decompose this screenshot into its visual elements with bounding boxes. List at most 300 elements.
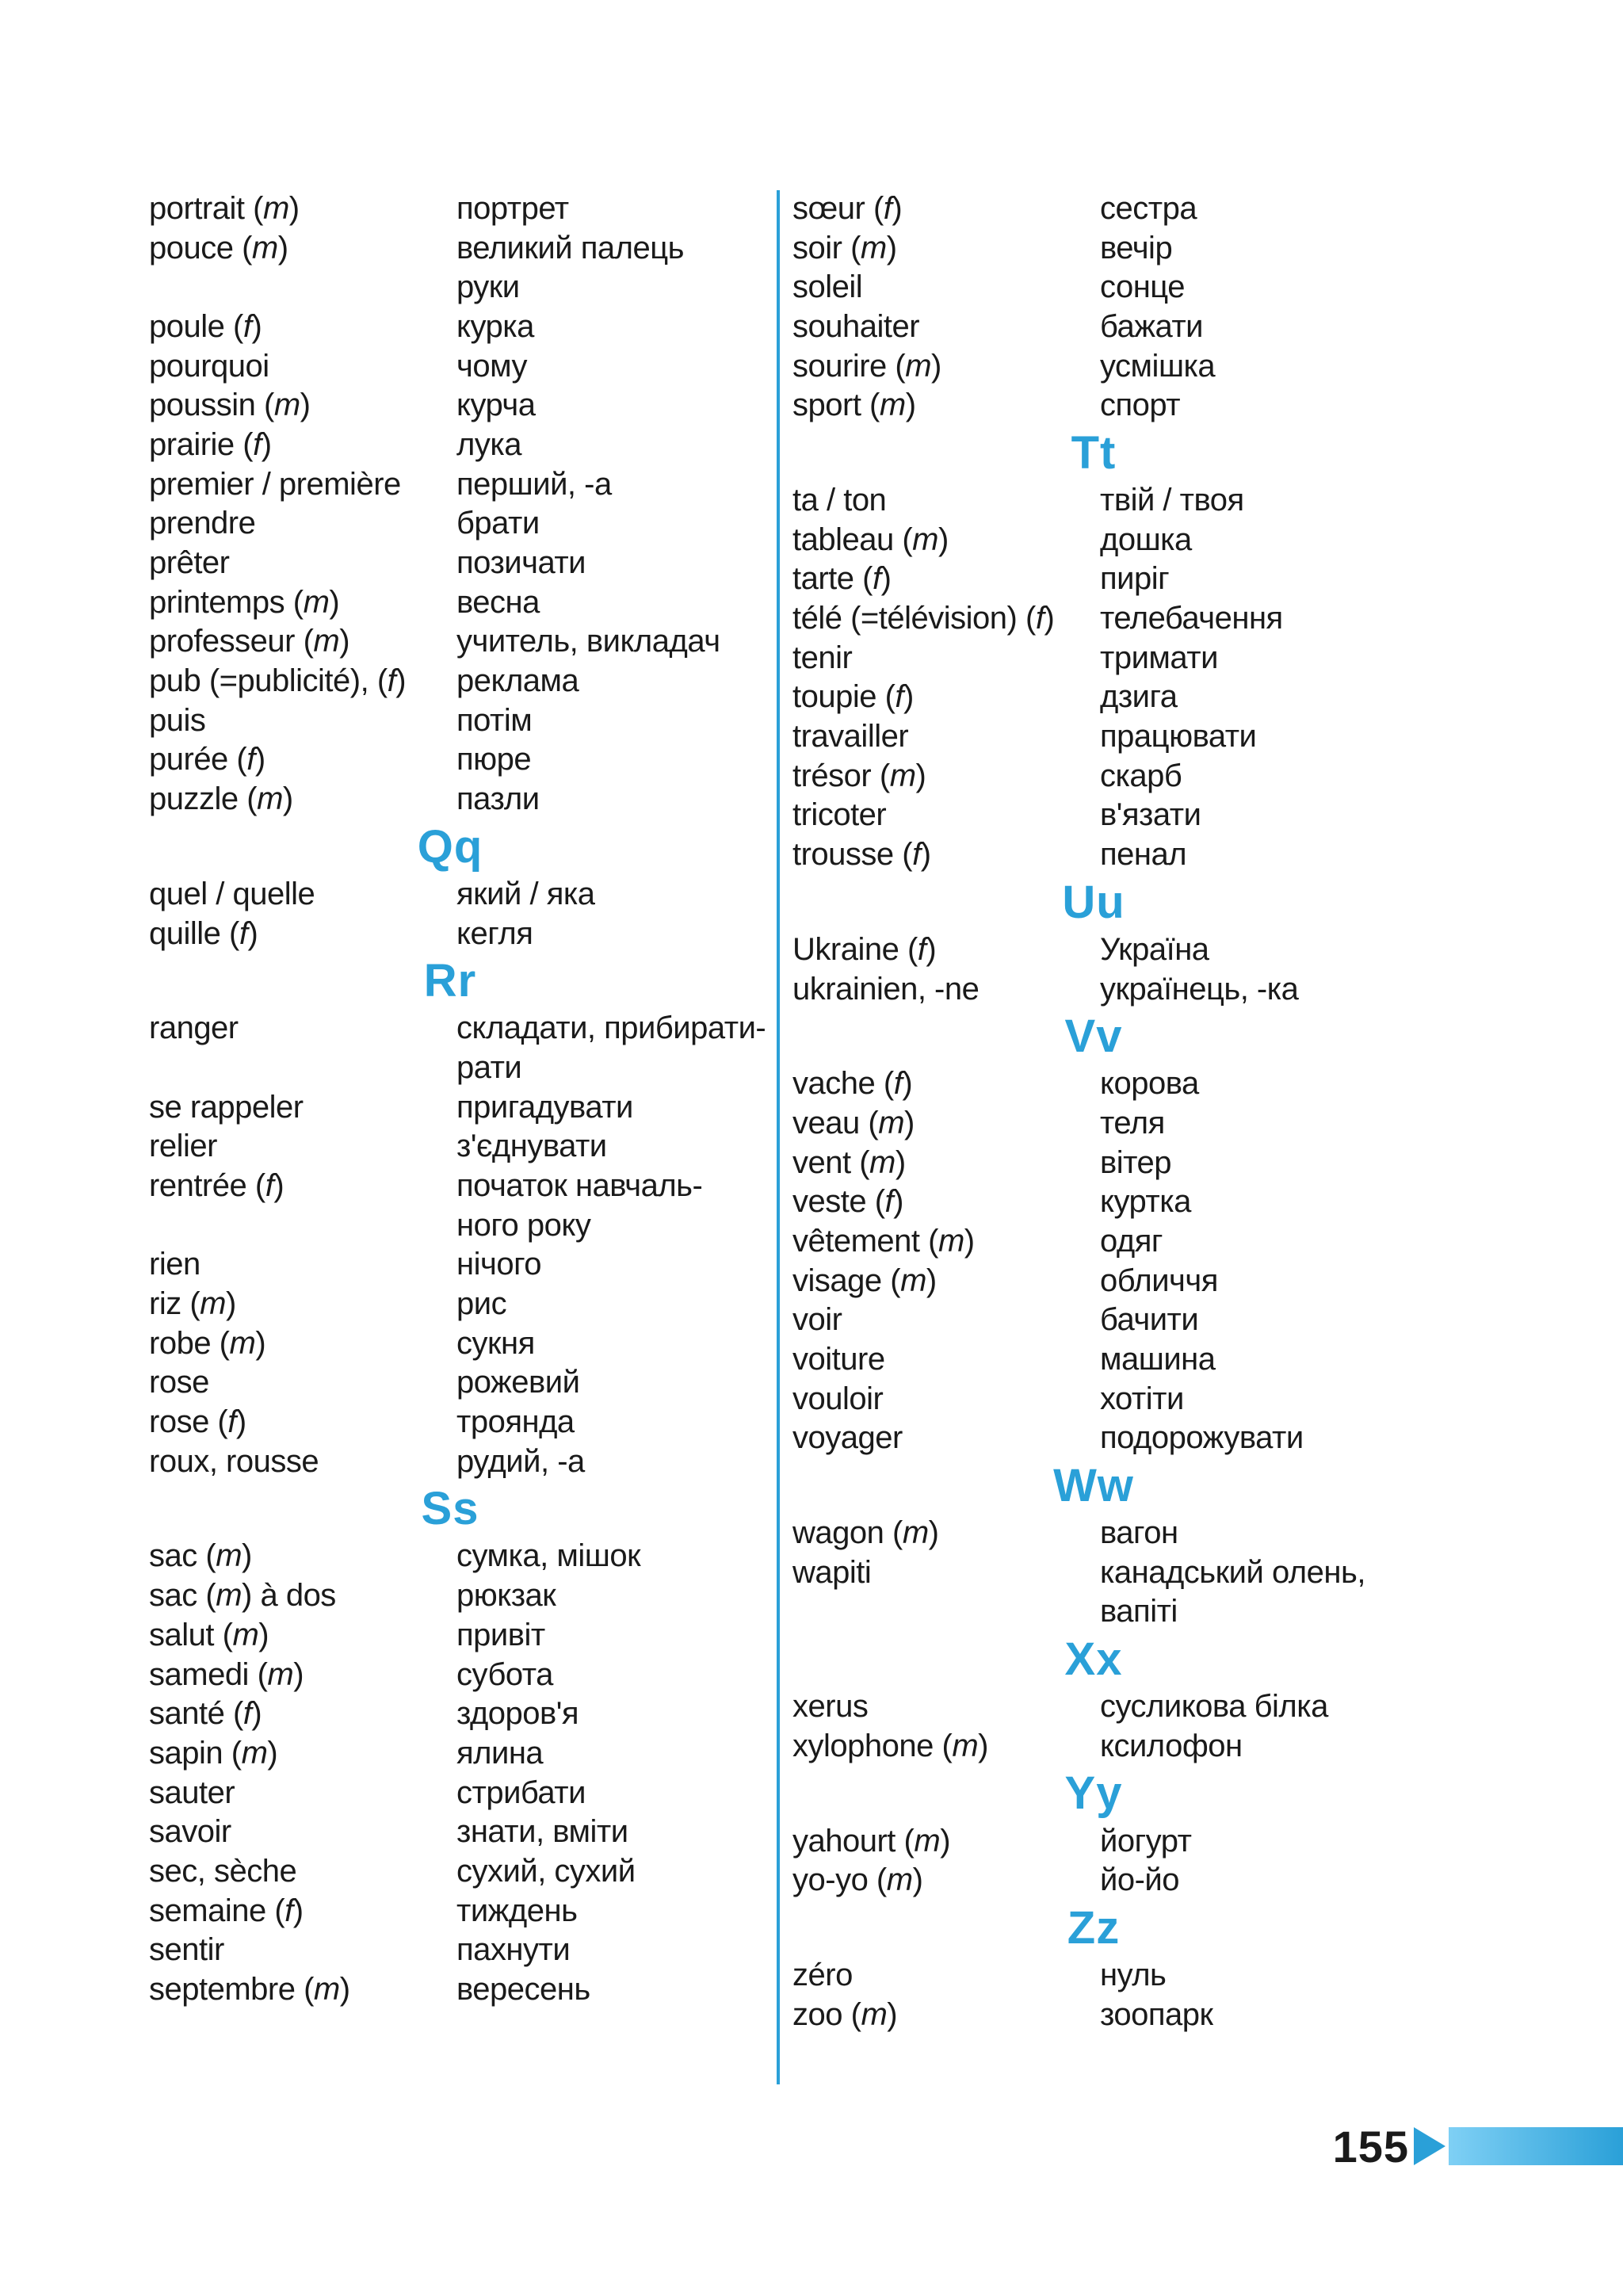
ukrainian-translation: знати, вміти [456, 1814, 628, 1850]
gender-marker: m [313, 624, 340, 659]
ukrainian-translation: вагон [1100, 1515, 1178, 1551]
french-word [149, 1855, 456, 1887]
french-word: toupie (f) [792, 679, 914, 715]
french-word: sœur (f) [792, 190, 903, 226]
dictionary-entry [149, 1363, 767, 1403]
french-word-text: poussin [149, 388, 256, 423]
french-word: semaine (f) [149, 1893, 304, 1928]
french-word: soir (m) [792, 230, 897, 266]
french-word: rose (f) [149, 1404, 246, 1440]
ukrainian-translation: пюре [456, 742, 532, 777]
left-column [149, 189, 767, 2009]
dictionary-entry [792, 1995, 1411, 2034]
french-word-text: savoir [149, 1814, 231, 1850]
french-word: veste (f) [792, 1184, 903, 1220]
dictionary-entry [149, 1402, 767, 1442]
french-word: tableau (m) [792, 521, 949, 557]
french-word: wagon (m) [792, 1515, 939, 1551]
french-word-text: portrait [149, 190, 245, 226]
dictionary-entry [792, 1143, 1411, 1182]
ukrainian-translation: складати, прибирати- [456, 1010, 766, 1046]
french-word-text: soleil [792, 269, 863, 305]
french-word: prairie (f) [149, 426, 272, 462]
ukrainian-translation: який / яка [456, 876, 595, 911]
ukrainian-translation: тримати [1100, 640, 1218, 675]
french-word: vêtement (m) [792, 1223, 975, 1259]
ukrainian-translation: йо-йо [1100, 1862, 1179, 1898]
french-word: professeur (m) [149, 624, 350, 659]
french-word: yahourt (m) [792, 1823, 951, 1859]
gender-marker: f [285, 1893, 293, 1928]
dictionary-entry [792, 1955, 1411, 1995]
section-letter: Tt [1071, 426, 1117, 479]
french-word: samedi (m) [149, 1656, 304, 1692]
french-word-text: vent [792, 1144, 851, 1180]
ukrainian-translation: пенал [1100, 837, 1187, 873]
ukrainian-translation: хотіти [1100, 1381, 1184, 1416]
ukrainian-translation: брати [456, 506, 540, 541]
gender-marker: f [884, 1184, 894, 1220]
french-word-text: trousse [792, 837, 894, 873]
page-number-block [1332, 2121, 1623, 2172]
french-word-text: souhaiter [792, 308, 920, 344]
french-word: robe (m) [149, 1325, 266, 1361]
french-word-text: roux, rousse [149, 1443, 319, 1479]
dictionary-entry [792, 1182, 1411, 1221]
dictionary-entry [792, 1513, 1411, 1553]
ukrainian-translation: рис [456, 1286, 507, 1322]
french-word-text: pouce [149, 230, 234, 266]
dictionary-entry [792, 1339, 1411, 1379]
ukrainian-translation: ного року [456, 1207, 591, 1243]
ukrainian-translation: троянда [456, 1404, 575, 1440]
french-word [149, 1012, 456, 1044]
french-word-text: voiture [792, 1342, 885, 1377]
french-word-text: sentir [149, 1932, 224, 1968]
french-word-text: yahourt [792, 1823, 896, 1859]
ukrainian-translation: вапіті [1100, 1594, 1178, 1629]
dictionary-entry [792, 1419, 1411, 1458]
french-word [149, 1248, 456, 1280]
gender-marker: m [267, 1656, 294, 1692]
ukrainian-translation: весна [456, 584, 540, 620]
gender-marker: m [273, 388, 300, 423]
column-divider [777, 190, 780, 2084]
gender-marker: f [265, 1167, 274, 1203]
gender-marker: m [952, 1728, 979, 1763]
french-word: trousse (f) [792, 837, 931, 873]
gender-marker: m [900, 1263, 926, 1298]
french-word-text: xerus [792, 1689, 869, 1725]
gender-marker: m [241, 1735, 268, 1771]
dictionary-entry [792, 716, 1411, 756]
dictionary-entry [149, 1205, 767, 1245]
ukrainian-translation: рудий, -а [456, 1443, 585, 1479]
french-word: printemps (m) [149, 584, 340, 620]
gender-marker: f [883, 190, 892, 226]
ukrainian-translation: телебачення [1100, 601, 1283, 636]
dictionary-entry [149, 740, 767, 780]
ukrainian-translation: позичати [456, 545, 586, 581]
french-word-text: santé [149, 1696, 225, 1732]
ukrainian-translation: кегля [456, 915, 533, 951]
gender-marker: m [879, 388, 906, 423]
page-number: 155 [1332, 2121, 1409, 2172]
ukrainian-translation: пригадувати [456, 1089, 633, 1125]
french-word-text: pub (=publicité), [149, 663, 369, 699]
dictionary-entry [149, 1851, 767, 1891]
french-word-text: veau [792, 1105, 860, 1140]
dictionary-entry [792, 189, 1411, 228]
french-word-text: sourire [792, 348, 887, 384]
french-word: santé (f) [149, 1696, 262, 1732]
dictionary-entry [792, 930, 1411, 969]
page-tab-bar [1449, 2127, 1623, 2165]
french-word: télé (=télévision) (f) [792, 601, 1055, 636]
ukrainian-translation: перший, -а [456, 466, 612, 502]
section-letter: Vv [1064, 1010, 1123, 1062]
ukrainian-translation: дошка [1100, 521, 1192, 557]
french-word-text: rien [149, 1247, 200, 1282]
french-word-text: xylophone [792, 1728, 934, 1763]
french-word: pub (=publicité), (f) [149, 663, 407, 699]
french-word: sac (m) [149, 1538, 252, 1574]
french-word: sport (m) [792, 388, 916, 423]
french-word-text: sport [792, 388, 861, 423]
dictionary-entry [792, 678, 1411, 717]
dictionary-entry [149, 1733, 767, 1773]
french-word [149, 1130, 456, 1162]
ukrainian-translation: рюкзак [456, 1578, 556, 1614]
ukrainian-translation: вересень [456, 1972, 590, 2008]
right-column [792, 189, 1411, 2034]
french-word-text: prendre [149, 506, 256, 541]
dictionary-entry [149, 543, 767, 583]
dictionary-entry [149, 1284, 767, 1324]
dictionary-entry [792, 520, 1411, 560]
french-word-text: zoo [792, 1996, 842, 2032]
french-word [792, 484, 1100, 516]
gender-marker: f [387, 663, 396, 699]
french-word: zoo (m) [792, 1996, 898, 2032]
dictionary-entry [792, 638, 1411, 678]
dictionary-entry [149, 1048, 767, 1087]
dictionary-entry [149, 307, 767, 346]
ukrainian-translation: великий палець [456, 230, 684, 266]
french-word-text: trésor [792, 758, 872, 793]
french-word-text: tenir [792, 640, 853, 675]
ukrainian-translation: спорт [1100, 388, 1181, 423]
ukrainian-translation: вітер [1100, 1144, 1171, 1180]
french-word-text: sauter [149, 1775, 235, 1810]
french-word-text: riz [149, 1286, 181, 1322]
french-word [149, 468, 456, 500]
french-word [792, 271, 1100, 303]
french-word: rentrée (f) [149, 1167, 285, 1203]
ukrainian-translation: стрибати [456, 1775, 586, 1810]
french-word [792, 1422, 1100, 1454]
section-letter: Yy [1064, 1767, 1123, 1820]
french-word-text: tableau [792, 521, 894, 557]
dictionary-entry [792, 480, 1411, 520]
ukrainian-translation: Україна [1100, 931, 1209, 967]
french-word-text: tarte [792, 561, 854, 597]
dictionary-entry [149, 1812, 767, 1851]
french-word [149, 702, 456, 738]
section-letter: Ww [1053, 1459, 1134, 1511]
ukrainian-translation: субота [456, 1656, 553, 1692]
dictionary-entry [149, 189, 767, 228]
french-word-text: rentrée [149, 1167, 247, 1203]
dictionary-entry [149, 504, 767, 544]
gender-marker: f [253, 426, 262, 462]
french-word-text: toupie [792, 679, 876, 715]
french-word-text: printemps [149, 584, 285, 620]
dictionary-entry [149, 1615, 767, 1655]
french-word: poussin (m) [149, 388, 311, 423]
french-word-text: poule [149, 308, 225, 344]
ukrainian-translation: машина [1100, 1342, 1216, 1377]
ukrainian-translation: рожевий [456, 1365, 580, 1400]
french-word: tarte (f) [792, 561, 892, 597]
dictionary-entry [149, 267, 767, 307]
french-word [792, 799, 1100, 831]
french-word-text: salut [149, 1617, 214, 1652]
ukrainian-translation: усмішка [1100, 348, 1216, 384]
gender-marker: m [878, 1105, 905, 1140]
french-word [792, 1959, 1100, 1991]
ukrainian-translation: учитель, викладач [456, 624, 720, 659]
french-word [792, 642, 1100, 674]
dictionary-entry [149, 1442, 767, 1481]
dictionary-entry [149, 779, 767, 819]
french-word: riz (m) [149, 1286, 236, 1322]
ukrainian-translation: пахнути [456, 1932, 571, 1968]
ukrainian-translation: твій / твоя [1100, 482, 1244, 518]
dictionary-entry [149, 1655, 767, 1694]
french-word-text: robe [149, 1325, 212, 1361]
french-word-text: puis [149, 702, 206, 738]
french-word-text: ranger [149, 1010, 239, 1046]
dictionary-entry [792, 1726, 1411, 1766]
french-word-text: sœur [792, 190, 865, 226]
dictionary-entry [792, 1221, 1411, 1261]
ukrainian-translation: скарб [1100, 758, 1182, 793]
ukrainian-translation: сумка, мішок [456, 1538, 641, 1574]
gender-marker: f [227, 1404, 236, 1440]
ukrainian-translation: пазли [456, 781, 540, 817]
french-word [792, 1383, 1100, 1415]
french-word: pouce (m) [149, 230, 288, 266]
gender-marker: f [917, 931, 926, 967]
ukrainian-translation: дзига [1100, 679, 1178, 715]
gender-marker: f [912, 837, 921, 873]
ukrainian-translation: здоров'я [456, 1696, 579, 1732]
section-letter: Qq [417, 820, 483, 873]
ukrainian-translation: початок навчаль- [456, 1167, 703, 1203]
french-word [792, 719, 1100, 755]
french-word-text: zéro [792, 1957, 853, 1992]
french-word [149, 547, 456, 579]
dictionary-entry [149, 1891, 767, 1931]
french-word-text: wapiti [792, 1554, 872, 1590]
french-word-text: septembre [149, 1972, 296, 2008]
dictionary-entry [149, 1773, 767, 1813]
ukrainian-translation: ксилофон [1100, 1728, 1243, 1763]
ukrainian-translation: портрет [456, 190, 569, 226]
french-word [149, 1366, 456, 1398]
dictionary-entry [792, 1301, 1411, 1340]
french-word: vache (f) [792, 1066, 913, 1102]
ukrainian-translation: подорожувати [1100, 1420, 1304, 1456]
dictionary-entry [149, 622, 767, 662]
french-word-text: ta / ton [792, 482, 887, 518]
ukrainian-translation: бачити [1100, 1302, 1199, 1338]
french-word-text: Ukraine [792, 931, 899, 967]
dictionary-entry [149, 1126, 767, 1166]
gender-marker: f [242, 1696, 252, 1732]
french-word [149, 507, 456, 539]
french-word [792, 1689, 1100, 1725]
dictionary-entry [792, 1592, 1411, 1632]
gender-marker: m [869, 1144, 896, 1180]
ukrainian-translation: чому [456, 348, 528, 384]
ukrainian-translation: сестра [1100, 190, 1197, 226]
ukrainian-translation: сусликова білка [1100, 1689, 1328, 1725]
ukrainian-translation: сухий, сухий [456, 1853, 636, 1889]
ukrainian-translation: лука [456, 426, 521, 462]
gender-marker: f [246, 742, 255, 777]
french-word-text: semaine [149, 1893, 266, 1928]
gender-marker: f [242, 308, 252, 344]
french-word: sourire (m) [792, 348, 941, 384]
french-word [149, 1777, 456, 1809]
gender-marker: m [216, 1538, 242, 1574]
dictionary-entry [149, 583, 767, 622]
ukrainian-translation: українець, -ка [1100, 971, 1299, 1007]
dictionary-entry [792, 1687, 1411, 1726]
section-letter: Zz [1067, 1901, 1121, 1954]
french-word-text: premier / première [149, 466, 401, 502]
french-word: puzzle (m) [149, 781, 293, 817]
french-word-text: purée [149, 742, 228, 777]
ukrainian-translation: в'язати [1100, 797, 1201, 833]
dictionary-entry [792, 267, 1411, 307]
gender-marker: m [886, 1862, 913, 1898]
arrow-right-icon [1414, 2127, 1445, 2165]
ukrainian-translation: реклама [456, 663, 579, 699]
dictionary-entry [149, 1008, 767, 1048]
dictionary-entry [149, 385, 767, 425]
gender-marker: m [860, 230, 887, 266]
dictionary-entry [149, 914, 767, 953]
dictionary-entry [149, 1694, 767, 1733]
french-word: quille (f) [149, 915, 258, 951]
french-word: purée (f) [149, 742, 265, 777]
gender-marker: m [912, 521, 938, 557]
french-word: yo-yo (m) [792, 1862, 923, 1898]
ukrainian-translation: нічого [456, 1247, 542, 1282]
french-word: xylophone (m) [792, 1728, 988, 1763]
french-word-text: puzzle [149, 781, 239, 817]
french-word-text: vache [792, 1066, 876, 1102]
ukrainian-translation: привіт [456, 1617, 545, 1652]
french-word [792, 1343, 1100, 1375]
french-word [792, 1554, 1100, 1590]
french-word-text: travailler [792, 719, 909, 755]
gender-marker: m [905, 348, 932, 384]
french-word: salut (m) [149, 1617, 269, 1652]
gender-marker: f [895, 679, 904, 715]
french-word-text: vêtement [792, 1223, 920, 1259]
dictionary-entry [792, 385, 1411, 425]
french-word [149, 1443, 456, 1479]
ukrainian-translation: з'єднувати [456, 1129, 607, 1164]
ukrainian-translation: працювати [1100, 719, 1257, 755]
dictionary-entry [792, 796, 1411, 835]
gender-marker: m [303, 584, 330, 620]
ukrainian-translation: одяг [1100, 1223, 1163, 1259]
section-letter: Rr [423, 954, 477, 1007]
french-word-text: yo-yo [792, 1862, 869, 1898]
ukrainian-translation: вечір [1100, 230, 1173, 266]
french-word-text: se rappeler [149, 1089, 304, 1125]
french-word-text: prairie [149, 426, 235, 462]
dictionary-entry [149, 1324, 767, 1363]
french-word [149, 878, 456, 910]
french-word-text: visage [792, 1263, 882, 1298]
ukrainian-translation: сонце [1100, 269, 1185, 305]
gender-marker: m [938, 1223, 964, 1259]
gender-marker: m [902, 1515, 929, 1551]
ukrainian-translation: зоопарк [1100, 1996, 1213, 2032]
french-word: poule (f) [149, 308, 262, 344]
french-word: sapin (m) [149, 1735, 278, 1771]
gender-marker: m [232, 1617, 259, 1652]
dictionary-entry [792, 1379, 1411, 1419]
french-word [792, 308, 1100, 344]
dictionary-entry [149, 346, 767, 386]
french-word: portrait (m) [149, 190, 300, 226]
french-word [792, 1302, 1100, 1338]
gender-marker: m [216, 1578, 242, 1614]
ukrainian-translation: курка [456, 308, 534, 344]
ukrainian-translation: руки [456, 269, 520, 305]
french-word-text: sapin [149, 1735, 223, 1771]
french-word: sac (m) à dos [149, 1578, 336, 1614]
dictionary-entry [149, 425, 767, 464]
dictionary-entry [149, 464, 767, 504]
dictionary-entry [149, 1245, 767, 1285]
dictionary-entry [792, 1064, 1411, 1103]
french-word-text: vouloir [792, 1381, 884, 1416]
dictionary-entry [149, 661, 767, 701]
gender-marker: m [914, 1823, 941, 1859]
gender-marker: m [200, 1286, 226, 1322]
french-word [149, 1934, 456, 1966]
ukrainian-translation: тиждень [456, 1893, 578, 1928]
french-word-text: professeur [149, 624, 295, 659]
section-letter: Xx [1064, 1633, 1123, 1685]
ukrainian-translation: рати [456, 1049, 522, 1085]
ukrainian-translation: пиріг [1100, 561, 1170, 597]
french-word-text: veste [792, 1184, 867, 1220]
gender-marker: f [893, 1066, 903, 1102]
section-letter: Ss [421, 1483, 479, 1535]
dictionary-entry [792, 1103, 1411, 1143]
dictionary-entry [792, 756, 1411, 796]
ukrainian-translation: сукня [456, 1325, 535, 1361]
